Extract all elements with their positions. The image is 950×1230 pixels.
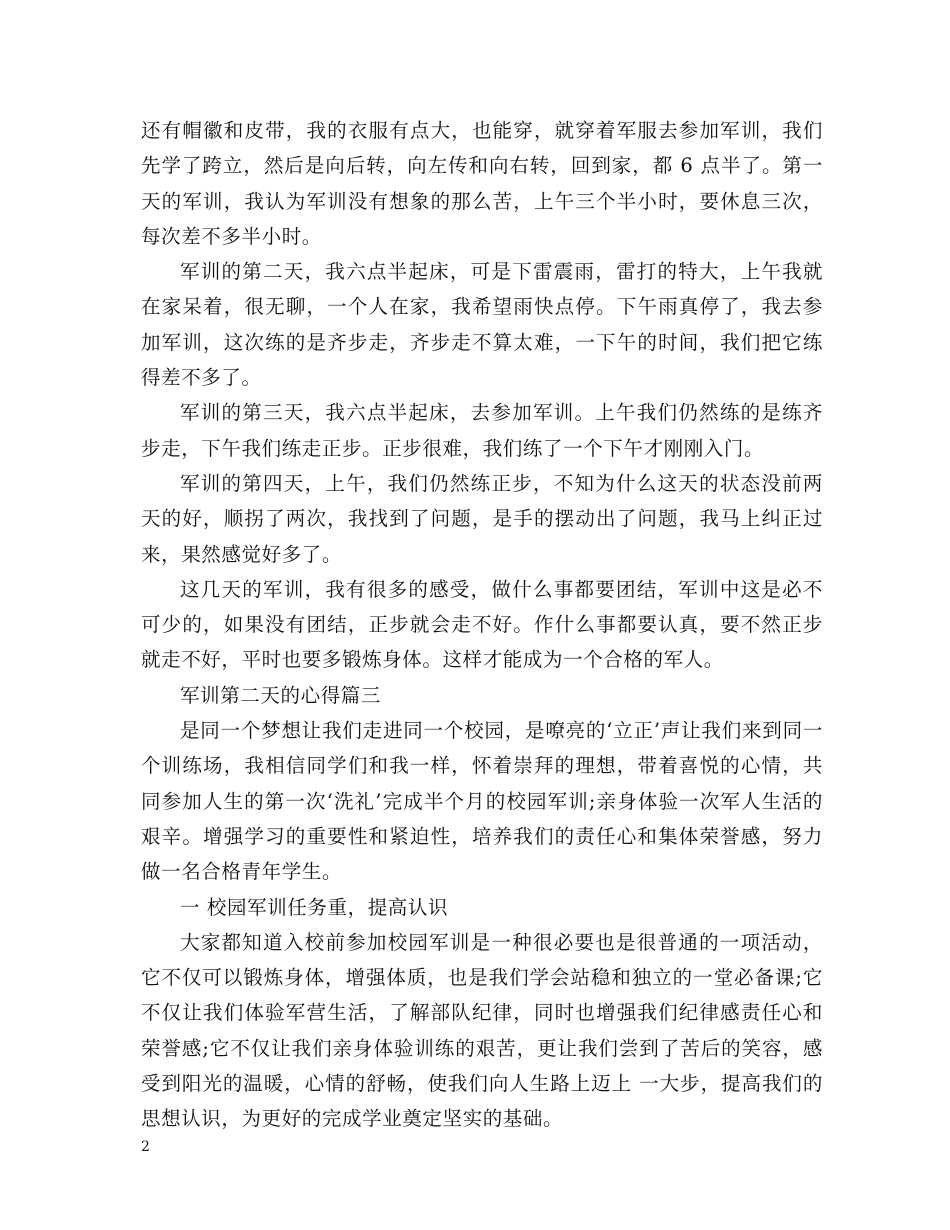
paragraph-day-four: 军训的第四天，上午，我们仍然练正步，不知为什么这天的状态没前两天的好，顺拐了两次，我找到了问题，是手的摆动出了问题，我马上纠正过来，果然感觉好多了。: [141, 471, 823, 566]
section-heading-part-three: 军训第二天的心得篇三: [180, 683, 382, 707]
paragraph-training-importance: 大家都知道入校前参加校园军训是一种很必要也是很普通的一项活动，它不仅可以锻炼身体，增强体质，也是我们学会站稳和独立的一堂必备课;它不仅让我们体验军营生活，了解部队纪律，同时也增强我们纪律感责任心和荣誉感;它不仅让我们亲身体验训练的艰苦，更让我们尝到了苦后的笑容，感受到阳光的温暖，心情的舒畅，使我们向人生路上迈上 一大步，提高我们的思想认识，为更好的完成学业奠定坚实的基础。: [141, 930, 823, 1131]
document-body: [141, 113, 823, 1137]
paragraph-day-two: 军训的第二天，我六点半起床，可是下雷震雨，雷打的特大，上午我就在家呆着，很无聊，一个人在家，我希望雨快点停。下午雨真停了，我去参加军训，这次练的是齐步走，齐步走不算太难，一下午的时间，我们把它练得差不多了。: [141, 260, 823, 390]
page-number: 2: [141, 1139, 150, 1155]
subheading-one: 一 校园军训任务重，提高认识: [180, 895, 449, 919]
paragraph-reflection: 这几天的军训，我有很多的感受，做什么事都要团结，军训中这是必不可少的，如果没有团结，正步就会走不好。作什么事都要认真，要不然正步就走不好，平时也要多锻炼身体。这样才能成为一个合格的军人。: [141, 577, 823, 672]
paragraph-intro-part-three: 是同一个梦想让我们走进同一个校园，是嘹亮的‘立正’声让我们来到同一个训练场，我相信同学们和我一样，怀着崇拜的理想，带着喜悦的心情，共同参加人生的第一次‘洗礼’完成半个月的校园军训;亲身体验一次军人生活的艰辛。增强学习的重要性和紧迫性，培养我们的责任心和集体荣誉感，努力做一名合格青年学生。: [141, 719, 823, 884]
paragraph-day-three: 军训的第三天，我六点半起床，去参加军训。上午我们仍然练的是练齐步走，下午我们练走正步。正步很难，我们练了一个下午才刚刚入门。: [141, 401, 823, 460]
paragraph-continuation: 还有帽徽和皮带，我的衣服有点大，也能穿，就穿着军服去参加军训，我们先学了跨立，然后是向后转，向左传和向右转，回到家，都 6 点半了。第一天的军训，我认为军训没有想象的那么苦，上午三个半小时，要休息三次，每次差不多半小时。: [141, 119, 823, 248]
